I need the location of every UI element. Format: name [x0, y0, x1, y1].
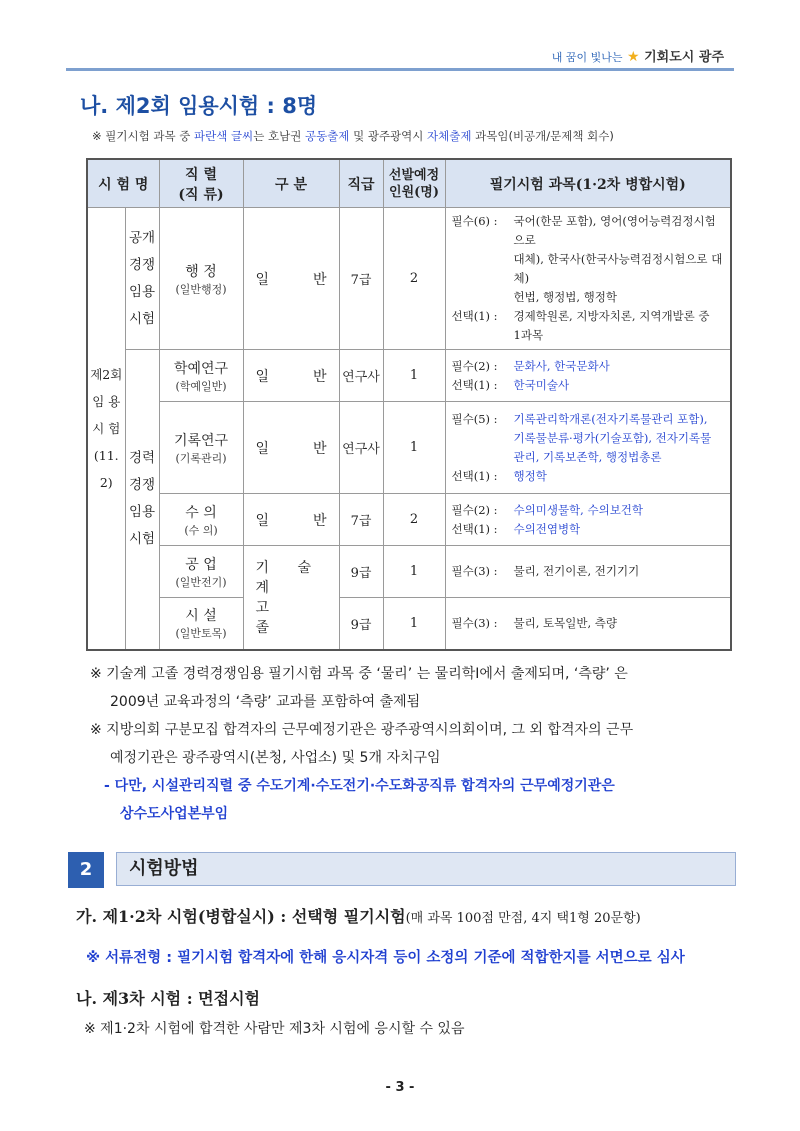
note-text: 과목임(비공개/문제책 회수)	[471, 129, 614, 143]
note-line: ※ 지방의회 구분모집 합격자의 근무예정기관은 광주광역시의회이며, 그 외 합격자의 근무	[90, 722, 634, 738]
group-line: 경력	[128, 450, 156, 467]
table-row	[87, 598, 731, 650]
section-2-header	[68, 852, 736, 888]
position-name: 행 정	[185, 263, 217, 280]
subject-prefix: 선택(1) :	[451, 468, 498, 483]
count-cell: 2	[383, 494, 445, 546]
grade-cell: 9급	[339, 546, 383, 598]
subject-text: 수의전염병학	[513, 521, 581, 536]
written-exam-title	[76, 904, 641, 927]
group-line: 임용	[128, 283, 156, 300]
position-sub: (일반토목)	[175, 627, 227, 641]
note-text: 및 광주광역시	[349, 129, 428, 143]
subject-text: 행정학	[513, 468, 547, 483]
round-line: (11. 2)	[93, 447, 119, 490]
brand-logo	[552, 46, 724, 65]
count-cell: 1	[383, 546, 445, 598]
subject-line	[452, 448, 724, 467]
written-exam-label: 가. 제1·2차 시험(병합실시) : 선택형 필기시험	[76, 907, 406, 926]
tech-category-text: 기 술 계	[255, 560, 324, 597]
subject-text: 물리, 전기이론, 전기기기	[513, 564, 640, 578]
subject-prefix: 필수(2) :	[451, 502, 498, 517]
subjects-cell	[445, 208, 731, 350]
subject-text: 대체), 한국사(한국사능력검정시험으로 대체)	[513, 252, 723, 285]
position-cell	[159, 350, 243, 402]
subject-prefix: 필수(3) :	[451, 615, 498, 630]
note-line: ※ 기술계 고졸 경력경쟁임용 필기시험 과목 중 ‘물리’ 는 물리학Ⅰ에서 출제되며, ‘측량’ 은	[90, 666, 628, 682]
subject-line	[452, 501, 724, 520]
grade-cell: 연구사	[339, 350, 383, 402]
category-cell	[243, 402, 339, 494]
subject-line	[452, 288, 724, 307]
grade-cell: 연구사	[339, 402, 383, 494]
section-title: 시험방법	[116, 852, 736, 886]
table-row	[87, 402, 731, 494]
position-sub: (기록관리)	[175, 451, 227, 465]
grade-cell: 7급	[339, 494, 383, 546]
subjects-cell	[445, 350, 731, 402]
subject-text: 1과목	[513, 328, 544, 342]
category-a: 일	[255, 512, 270, 529]
header-count: 선발예정 인원(명)	[383, 159, 445, 208]
subject-line	[452, 307, 724, 326]
position-name: 공 업	[185, 556, 217, 573]
header-position-label: 직 렬	[185, 166, 217, 183]
subject-line	[452, 250, 724, 288]
group-line: 경쟁	[128, 477, 156, 494]
subject-prefix	[452, 250, 514, 288]
count-cell: 1	[383, 402, 445, 494]
position-name: 수 의	[185, 504, 217, 521]
interview-note: ※ 제1·2차 시험에 합격한 사람만 제3차 시험에 응시할 수 있음	[84, 1021, 465, 1037]
category-b: 반	[312, 440, 327, 457]
subject-prefix: 필수(3) :	[451, 564, 498, 578]
tech-category-line	[244, 557, 339, 597]
note-highlight: 파란색 글씨	[194, 129, 254, 143]
note-text: 는 호남권	[253, 129, 305, 143]
subject-prefix	[452, 429, 514, 448]
career-group-cell	[125, 350, 159, 650]
group-line: 임용	[128, 504, 156, 521]
count-cell: 2	[383, 208, 445, 350]
category-b: 반	[312, 368, 327, 385]
note-text: ※ 필기시험 과목 중	[92, 129, 195, 143]
header-subjects: 필기시험 과목(1·2차 병합시험)	[445, 159, 731, 208]
round-cell	[87, 208, 125, 650]
position-cell	[159, 546, 243, 598]
subject-line	[452, 562, 724, 581]
position-name: 기록연구	[173, 432, 229, 449]
brand-name: 기회도시 광주	[644, 50, 724, 65]
subject-line	[452, 467, 724, 486]
position-sub: (수 의)	[184, 523, 218, 537]
open-group-cell	[125, 208, 159, 350]
subject-prefix: 선택(1) :	[451, 377, 498, 392]
subject-text: 기록관리학개론(전자기록물관리 포함),	[513, 411, 708, 426]
subject-line	[452, 326, 724, 345]
subject-line	[452, 410, 724, 429]
subject-line	[452, 357, 724, 376]
subject-text: 헌법, 행정법, 행정학	[513, 290, 618, 304]
tech-category-cell	[243, 546, 339, 650]
note-line: 2009년 교육과정의 ‘측량’ 교과를 포함하여 출제됨	[110, 694, 421, 710]
subject-line	[452, 520, 724, 539]
header-category: 구 분	[243, 159, 339, 208]
tech-category-text: 고 졸	[255, 600, 300, 637]
count-cell: 1	[383, 350, 445, 402]
note-line: - 다만, 시설관리직렬 중 수도기계·수도전기·수도화공직류 합격자의 근무예정기관은	[104, 778, 615, 794]
section-title: 나. 제2회 임용시험 : 8명	[80, 94, 318, 118]
subject-text: 국어(한문 포함), 영어(영어능력검정시험으로	[513, 214, 716, 247]
header-rule	[66, 68, 734, 71]
subject-prefix: 선택(1) :	[451, 309, 498, 323]
subject-line	[452, 614, 724, 633]
written-exam-detail: (매 과목 100점 만점, 4지 택1형 20문항)	[405, 911, 641, 926]
subject-text: 한국미술사	[513, 377, 570, 392]
position-name: 시 설	[185, 608, 217, 625]
subject-line	[452, 212, 724, 250]
category-b: 반	[312, 512, 327, 529]
table-row	[87, 350, 731, 402]
table-row	[87, 494, 731, 546]
section-number: 2	[68, 852, 104, 888]
category-cell	[243, 350, 339, 402]
note-highlight: 공동출제	[304, 129, 350, 143]
group-line: 공개	[128, 229, 156, 246]
header-position-sub: (직 류)	[178, 186, 224, 203]
table-row	[87, 208, 731, 350]
subject-prefix: 선택(1) :	[451, 521, 498, 536]
subjects-cell	[445, 598, 731, 650]
tech-category-line	[244, 597, 339, 637]
subject-text: 관리, 기록보존학, 행정법총론	[513, 449, 662, 464]
group-line: 시험	[128, 310, 156, 327]
header-exam: 시 험 명	[87, 159, 159, 208]
category-cell	[243, 208, 339, 350]
position-cell	[159, 494, 243, 546]
note-line: 예정기관은 광주광역시(본청, 사업소) 및 5개 자치구임	[110, 750, 441, 766]
grade-cell: 7급	[339, 208, 383, 350]
round-line: 시 험	[92, 420, 121, 436]
subject-note	[92, 128, 614, 144]
position-name: 학예연구	[173, 360, 229, 377]
subject-prefix: 필수(2) :	[451, 358, 498, 373]
category-a: 일	[255, 440, 270, 457]
position-sub: (일반전기)	[175, 575, 227, 589]
subject-prefix: 필수(5) :	[451, 411, 498, 426]
category-b: 반	[312, 271, 327, 288]
subjects-cell	[445, 402, 731, 494]
category-cell	[243, 494, 339, 546]
header-grade: 직급	[339, 159, 383, 208]
category-a: 일	[255, 368, 270, 385]
category-a: 일	[255, 271, 270, 288]
round-line: 임 용	[92, 393, 121, 409]
subjects-cell	[445, 494, 731, 546]
subject-prefix	[452, 326, 514, 345]
page-number: - 3 -	[385, 1080, 415, 1095]
subject-text: 물리, 토목일반, 측량	[513, 615, 618, 630]
group-line: 경쟁	[128, 256, 156, 273]
interview-title: 나. 제3차 시험 : 면접시험	[76, 989, 260, 1008]
subject-text: 문화사, 한국문화사	[513, 358, 610, 373]
round-line: 제2회	[90, 366, 123, 382]
document-screening-note: ※ 서류전형 : 필기시험 합격자에 한해 응시자격 등이 소정의 기준에 적합한지를 서면으로 심사	[86, 950, 685, 966]
note-line: 상수도사업본부임	[120, 806, 229, 822]
count-cell: 1	[383, 598, 445, 650]
subject-line	[452, 376, 724, 395]
table-row	[87, 546, 731, 598]
position-cell	[159, 598, 243, 650]
note-highlight: 자체출제	[427, 129, 472, 143]
brand-prefix: 내 꿈이 빛나는	[551, 51, 623, 64]
exam-table	[86, 158, 732, 651]
subject-text: 수의미생물학, 수의보건학	[513, 502, 644, 517]
position-cell	[159, 402, 243, 494]
notes-block	[90, 660, 740, 828]
subject-text: 기록물분류·평가(기술포함), 전자기록물	[513, 430, 712, 445]
grade-cell: 9급	[339, 598, 383, 650]
group-line: 시험	[128, 531, 156, 548]
subject-prefix: 필수(6) :	[451, 214, 498, 228]
header-position	[159, 159, 243, 208]
subject-text: 경제학원론, 지방자치론, 지역개발론 중	[513, 309, 710, 323]
position-cell	[159, 208, 243, 350]
subjects-cell	[445, 546, 731, 598]
position-sub: (일반행정)	[175, 282, 227, 296]
subject-prefix	[452, 448, 514, 467]
star-icon: ★	[627, 49, 640, 65]
position-sub: (학예일반)	[175, 379, 227, 393]
subject-prefix	[452, 288, 514, 307]
subject-line	[452, 429, 724, 448]
table-header-row	[87, 159, 731, 208]
